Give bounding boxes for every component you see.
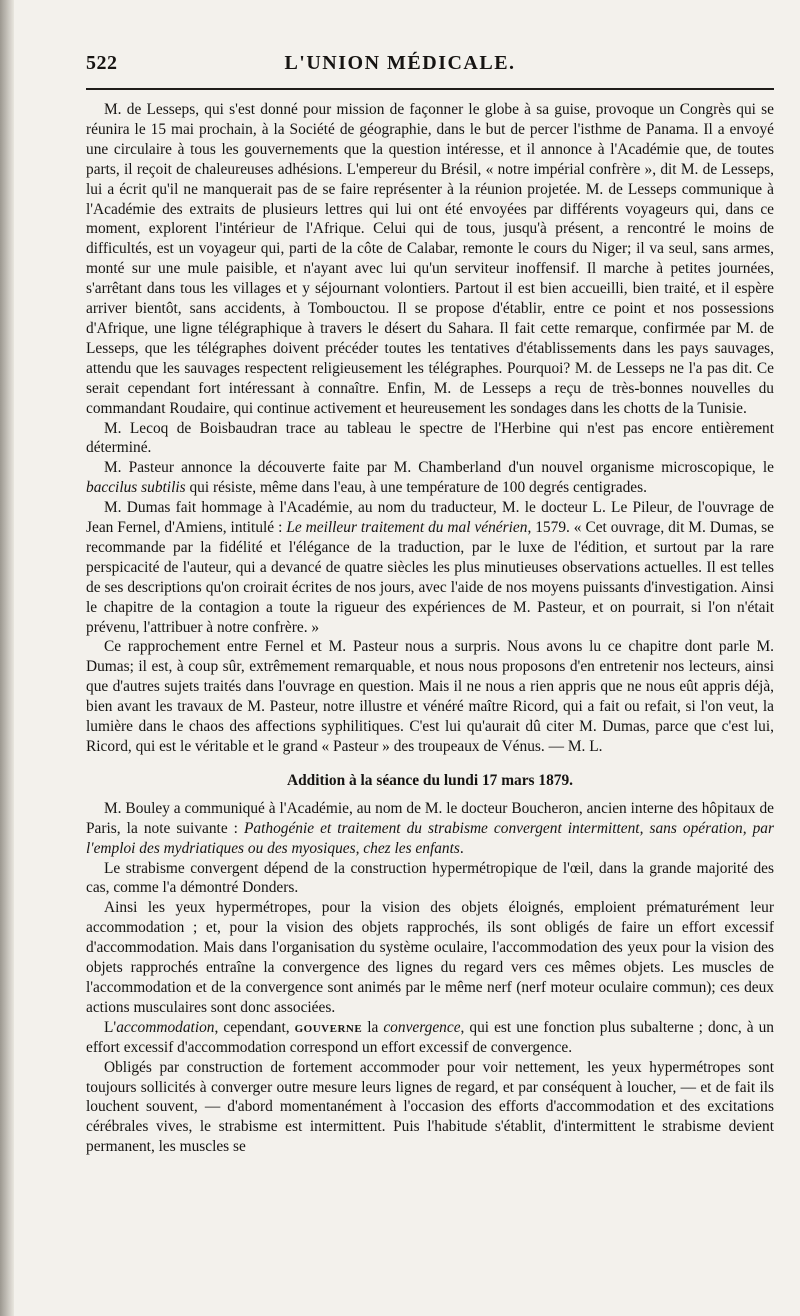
paragraph-text: . [459, 839, 464, 857]
paragraph-text: Ainsi les yeux hypermétropes, pour la vision des objets éloignés, emploient prématurément leur accommodation ; et, pour la vision des objets rapprochés, ils sont obligés de faire un effort excessif d'accommodation. Mais dans l'organisation du système oculaire, l'accommodation des yeux pour la vision des objets rapprochés entraîne la convergence des lignes du regard vers ces mêmes objets. Les muscles de l'accommodation et de la convergence sont animés par le même nerf (nerf moteur oculaire commun); ces deux actions musculaires sont donc associées. [86, 899, 774, 1016]
paragraph-text: Obligés par construction de fortement accommoder pour voir nettement, les yeux hypermétropes sont toujours sollicités à converger outre mesure leurs lignes de regard, et par conséquent à loucher, — et de fait ils louchent souvent, — d'abord momentanément à l'occasion des efforts d'accommodation et des excitations cérébrales vives, le strabisme est intermittent. Puis l'habitude s'établit, d'intermittent le strabisme devient permanent, les muscles se [86, 1058, 774, 1156]
section-heading: Addition à la séance du lundi 17 mars 1879. [286, 771, 574, 789]
paragraph-pasteur [86, 458, 774, 498]
paragraph-text: M. Bouley a communiqué à l'Académie, au nom de M. le docteur Boucheron, ancien interne des hôpitaux de Paris, la note suivante : [86, 799, 774, 837]
paragraph-text: Le strabisme convergent dépend de la construction hypermétropique de l'œil, dans la grande majorité des cas, comme l'a démontré Donders. [86, 859, 774, 897]
page-header [86, 52, 774, 90]
paragraph-hypermetropes [86, 898, 774, 1017]
article-body [86, 100, 774, 1157]
paragraph-lesseps [86, 100, 774, 419]
italic-term: accommodation [116, 1018, 215, 1036]
paragraph-text: M. Dumas fait hommage à l'Académie, au nom du traducteur, M. le docteur L. Le Pileur, de l'ouvrage de Jean Fernel, d'Amiens, intitulé : [86, 499, 774, 537]
italic-book-title: Le meilleur traitement du mal vénérien [286, 519, 528, 537]
running-title: L'UNION MÉDICALE. [284, 52, 516, 74]
paragraph-text: L' [104, 1018, 117, 1036]
paragraph-text: qui résiste, même dans l'eau, à une température de 100 degrés centigrades. [185, 479, 647, 497]
paragraph-strabisme [86, 859, 774, 899]
paragraph-obliges [86, 1058, 774, 1158]
paragraph-text: M. Lecoq de Boisbaudran trace au tableau le spectre de l'Herbine qui n'est pas encore entièrement déterminé. [86, 419, 774, 457]
paragraph-text: , cependant, [214, 1018, 295, 1036]
small-caps-term: gouverne [294, 1018, 363, 1036]
paragraph-accommodation [86, 1018, 774, 1058]
italic-term: baccilus subtilis [86, 479, 186, 497]
paragraph-text: M. de Lesseps, qui s'est donné pour mission de façonner le globe à sa guise, provoque un Congrès qui se réunira le 15 mai prochain, à la Société de géographie, dans le but de percer l'isthme de Panama. Il a envoyé une circulaire à tous les gouvernements que la question intéresse, et il annonce à l'Académie que, de toutes parts, il reçoit de chaleureuses adhésions. L'empereur du Brésil, « notre impérial confrère », dit M. de Lesseps, lui a écrit qu'il ne manquerait pas de se faire représenter à la réunion projetée. M. de Lesseps communique à l'Académie des extraits de plusieurs lettres qui lui ont été envoyées par différents voyageurs qui, dans ce moment, explorent l'intérieur de l'Afrique. Celui qui de tous, jusqu'à présent, a rencontré le moins de difficultés, est un voyageur qui, parti de la côte de Calabar, remonte le cours du Niger; il va seul, sans armes, monté sur une mule paisible, et n'ayant avec lui qu'un serviteur inoffensif. Il marche à petites journées, s'arrêtant dans tous les villages et y séjournant volontiers. Partout il est bien accueilli, bien traité, et il espère arriver bientôt, sans accidents, à Tombouctou. Il se propose d'établir, entre ce point et nos possessions d'Afrique, une ligne télégraphique à travers le désert du Sahara. Il fait cette remarque, confirmée par M. de Lesseps, que les télégraphes doivent précéder toutes les tentatives d'établissements dans les pays sauvages, attendu que les sauvages respectent religieusement les télégraphes. Pourquoi? M. de Lesseps ne l'a pas dit. Ce serait cependant fort intéressant à connaître. Enfin, M. de Lesseps a reçu de très-bonnes nouvelles du commandant Roudaire, qui continue activement et heureusement les sondages dans les chotts de la Tunisie. [86, 101, 774, 417]
paragraph-text: , 1579. « Cet ouvrage, dit M. Dumas, se recommande par la fidélité et l'élégance de la traduction, par le luxe de l'édition, et surtout par la rare perspicacité de l'auteur, qui a devancé de quatre siècles les plus minutieuses observations actuelles. Il est telles de ses descriptions qu'on croirait écrites de nos jours, avec l'aide de nos moyens puissants d'investigation. Ainsi le chapitre de la contagion a toute la rigueur des expériences de M. Pasteur, et on pourrait, si l'on n'était prévenu, l'attribuer à notre confrère. » [86, 519, 775, 636]
page-number: 522 [86, 52, 118, 74]
paragraph-dumas [86, 498, 774, 637]
italic-term: convergence [383, 1018, 461, 1036]
paragraph-text: Ce rapprochement entre Fernel et M. Pasteur nous a surpris. Nous avons lu ce chapitre dont parle M. Dumas; il est, à coup sûr, extrêmement remarquable, et nous nous proposons d'en entretenir nos lecteurs, ainsi que d'autres sujets traités dans l'ouvrage en question. Mais il ne nous a rien appris que ne nous eût appris déjà, bien avant les travaux de M. Pasteur, notre illustre et vénéré maître Ricord, qui a fait ou refait, si l'on veut, la lumière dans le chaos des affections syphilitiques. C'est lui qu'aurait dû citer M. Dumas, parce que c'est lui, Ricord, qui est le véritable et le grand « Pasteur » des troupeaux de Vénus. — M. L. [86, 638, 774, 755]
italic-note-title: Pathogénie et traitement du strabisme convergent intermittent, sans opération, par l'emploi des mydriatiques ou des myosiques, chez les enfants [86, 819, 774, 857]
paragraph-lecoq [86, 419, 774, 459]
paragraph-text: la [362, 1018, 384, 1036]
paragraph-text: M. Pasteur annonce la découverte faite par M. Chamberland d'un nouvel organisme microscopique, le [104, 459, 774, 477]
paragraph-bouley [86, 799, 774, 859]
paragraph-rapprochement [86, 637, 774, 756]
paragraph-text: , qui est une fonction plus subalterne ; donc, à un effort excessif d'accommodation correspond un effort excessif de convergence. [86, 1018, 775, 1056]
book-spine-shadow [0, 0, 14, 1316]
